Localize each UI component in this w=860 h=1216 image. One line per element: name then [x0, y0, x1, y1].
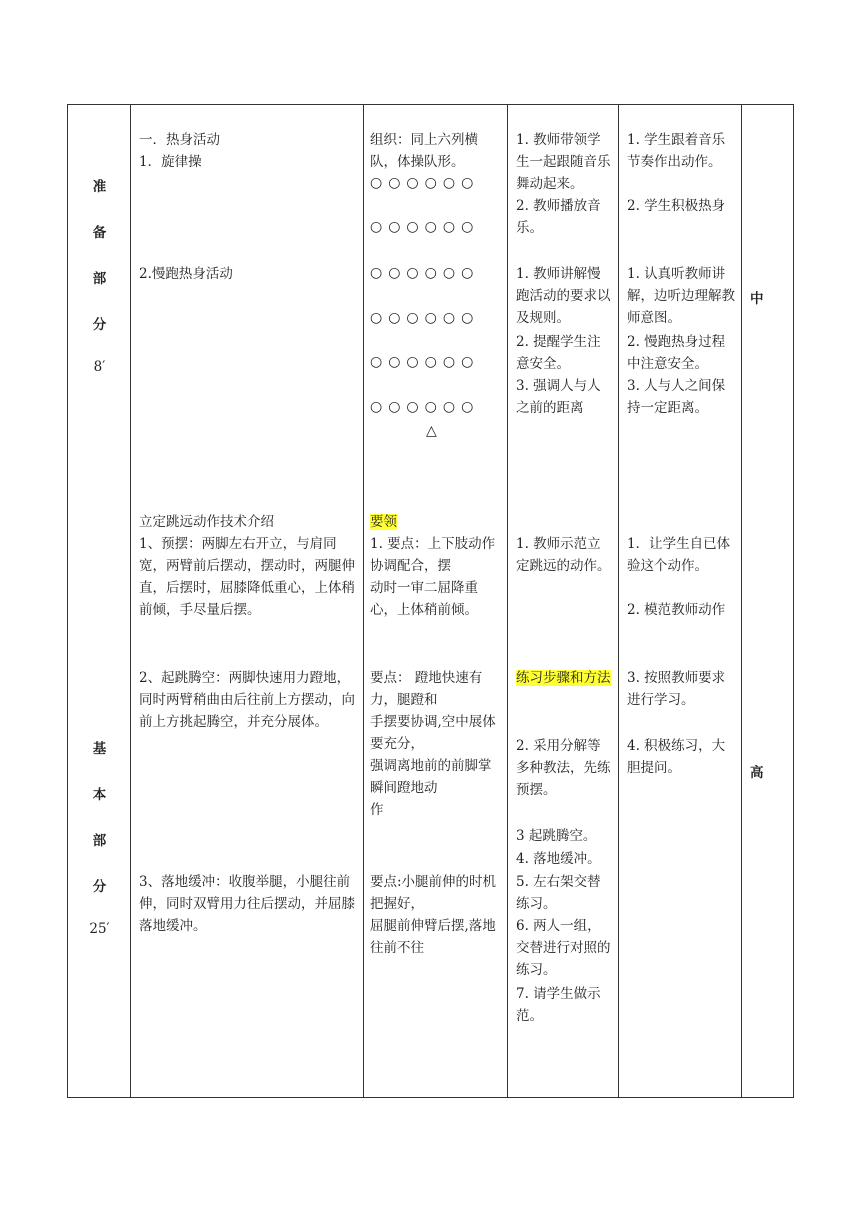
- formation-row-5: ○○○○○○: [370, 354, 480, 370]
- teacher-step-7: 7. 请学生做示范。: [516, 986, 601, 1024]
- key-points-2c: 强调离地前的前脚掌瞬间蹬地动: [370, 758, 492, 796]
- key-points-3b: 屈腿前伸臂后摆,落地往前不往: [370, 918, 496, 956]
- stage-prep-char-2: 备: [92, 225, 107, 241]
- practice-steps-label: 练习步骤和方法: [516, 670, 611, 686]
- formation-row-3: ○○○○○○: [370, 265, 480, 281]
- content-column: [131, 105, 364, 1098]
- student-activity-column: [619, 105, 742, 1098]
- warmup-item-1: 1．旋律操: [139, 154, 202, 170]
- student-run-1: 1. 认真听教师讲解，边听边理解教师意图。: [627, 266, 735, 326]
- stage-prep-char-3: 部: [92, 271, 107, 287]
- key-points-1a: 1. 要点：上下肢动作协调配合，摆: [370, 536, 496, 574]
- formation-row-6: ○○○○○○: [370, 399, 480, 415]
- student-jump-1: 1．让学生自已体验这个动作。: [627, 536, 731, 574]
- teacher-run-3: 3. 强调人与人之前的距离: [516, 378, 601, 416]
- stage-prep-time: 8′: [93, 359, 106, 375]
- teacher-warmup-1: 1. 教师带领学生一起跟随音乐舞动起来。: [516, 132, 611, 192]
- stage-basic-time: 25′: [89, 921, 110, 937]
- teacher-step-2: 2. 采用分解等多种教法，先练预摆。: [516, 738, 611, 798]
- key-points-1b: 动时一审二屈降重心，上体稍前倾。: [370, 580, 478, 618]
- formation-row-2: ○○○○○○: [370, 219, 480, 235]
- org-line-2: 队，体操队形。: [370, 154, 465, 170]
- key-points-2b: 手摆要协调,空中展体要充分，: [370, 714, 496, 752]
- formation-row-1: ○○○○○○: [370, 175, 480, 191]
- student-jump-4: 4. 积极练习，大胆提问。: [627, 738, 726, 776]
- student-run-3: 3. 人与人之间保持一定距离。: [627, 378, 726, 416]
- jump-step-3: 3、落地缓冲：收腹举腿，小腿往前伸，同时双臂用力往后摆动，并屈膝落地缓冲。: [139, 874, 355, 934]
- teacher-step-4: 4. 落地缓冲。: [516, 851, 601, 867]
- stage-basic-char-3: 部: [92, 833, 107, 849]
- intensity-prep: 中: [750, 291, 764, 307]
- org-line-1: 组织：同上六列横: [370, 132, 478, 148]
- student-jump-2: 2. 模范教师动作: [627, 602, 726, 618]
- organization-column: [364, 105, 508, 1098]
- key-points-label: 要领: [370, 514, 397, 530]
- lesson-plan-table: [67, 104, 794, 1098]
- teacher-run-2: 2. 提醒学生注意安全。: [516, 334, 601, 372]
- stage-prep-char-1: 准: [92, 179, 107, 195]
- stage-basic-char-2: 本: [92, 787, 107, 803]
- jump-step-2: 2、起跳腾空：两脚快速用力蹬地，同时两臂稍曲由后往前上方摆动，向前上方挑起腾空，并充分展体。: [139, 670, 355, 730]
- intensity-basic: 高: [750, 765, 764, 781]
- key-points-2d: 作: [370, 802, 384, 818]
- intensity-column: [742, 105, 794, 1098]
- warmup-title: 一．热身活动: [139, 132, 220, 148]
- teacher-run-1: 1. 教师讲解慢跑活动的要求以及规则。: [516, 266, 611, 326]
- student-warmup-1: 1. 学生跟着音乐节奏作出动作。: [627, 132, 726, 170]
- student-run-2: 2. 慢跑热身过程中注意安全。: [627, 334, 726, 372]
- teacher-step-6: 6. 两人一组，交替进行对照的练习。: [516, 918, 611, 978]
- warmup-item-2: 2.慢跑热身活动: [139, 266, 233, 282]
- student-jump-3: 3. 按照教师要求进行学习。: [627, 670, 726, 708]
- formation-row-4: ○○○○○○: [370, 310, 480, 326]
- student-warmup-2: 2. 学生积极热身: [627, 198, 726, 214]
- teacher-step-5: 5. 左右架交替练习。: [516, 874, 601, 912]
- jump-title: 立定跳远动作技术介绍: [139, 514, 274, 530]
- stage-basic-char-1: 基: [92, 741, 107, 757]
- key-points-2a: 要点： 蹬地快速有力，腿蹬和: [370, 670, 483, 708]
- stage-prep-char-4: 分: [92, 317, 107, 333]
- stage-column: [68, 105, 131, 1098]
- teacher-jump-1: 1. 教师示范立定跳远的动作。: [516, 536, 611, 574]
- stage-basic-char-4: 分: [92, 879, 107, 895]
- key-points-3a: 要点:小腿前伸的时机把握好，: [370, 874, 497, 912]
- teacher-activity-column: [508, 105, 619, 1098]
- teacher-position-icon: △: [426, 423, 437, 439]
- jump-step-1: 1、预摆：两脚左右开立，与肩同宽，两臂前后摆动，摆动时，两腿伸直，后摆时，屈膝降低重心，上体稍前倾，手尽量后摆。: [139, 536, 355, 618]
- teacher-warmup-2: 2. 教师播放音乐。: [516, 198, 601, 236]
- teacher-step-3: 3 起跳腾空。: [516, 828, 597, 844]
